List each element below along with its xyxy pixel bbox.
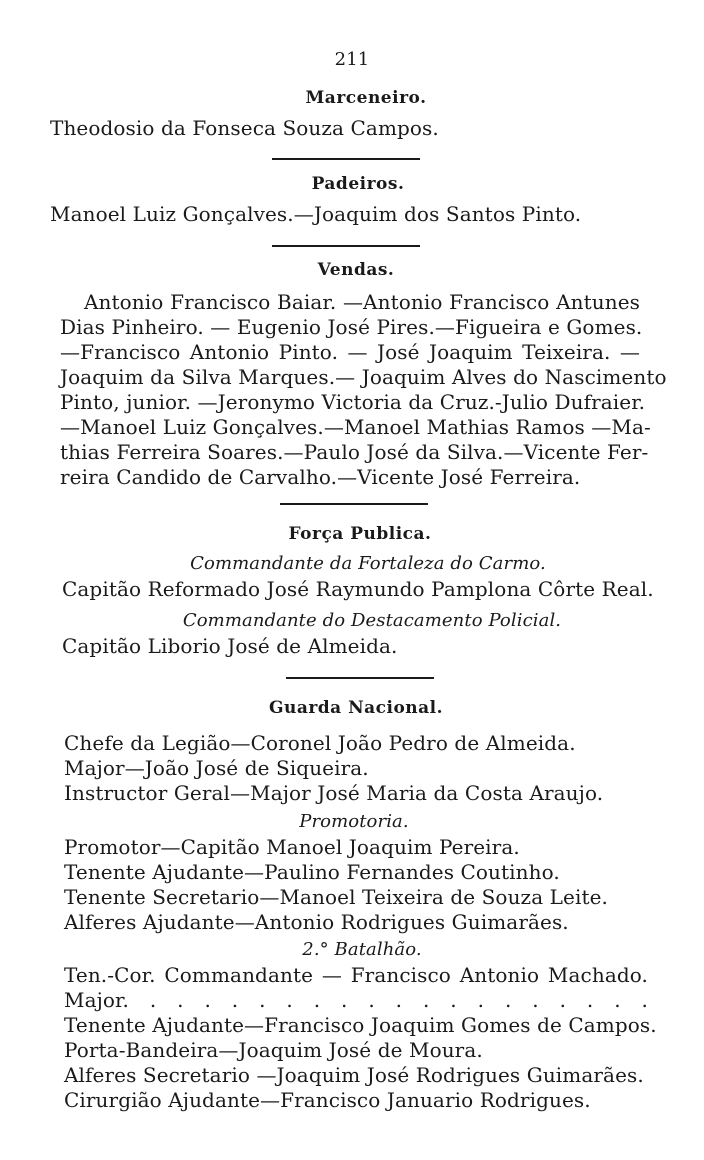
vendas-line: thias Ferreira Soares.—Paulo José da Silva.—Vicente Fer-: [60, 440, 649, 464]
vendas-line: Pinto, junior. —Jeronymo Victoria da Cruz.-Julio Dufraier.: [60, 390, 646, 414]
vendas-line: reira Candido de Carvalho.—Vicente José Ferreira.: [60, 465, 581, 489]
promotoria-line: Promotor—Capitão Manoel Joaquim Pereira.: [64, 835, 520, 859]
vendas-line: Dias Pinheiro. — Eugenio José Pires.—Figueira e Gomes.: [60, 315, 643, 339]
forca-publica-line: Capitão Liborio José de Almeida.: [62, 634, 398, 658]
padeiros-text: Manoel Luiz Gonçalves.—Joaquim dos Santos Pinto.: [50, 202, 582, 226]
vendas-line: Antonio Francisco Baiar. —Antonio Francisco Antunes: [84, 290, 640, 314]
forca-publica-line: Capitão Reformado José Raymundo Pamplona Côrte Real.: [62, 577, 654, 601]
vendas-line: —Manoel Luiz Gonçalves.—Manoel Mathias Ramos —Ma-: [60, 415, 651, 439]
subheading-batalhao: 2.° Batalhão.: [302, 939, 422, 960]
section-divider: [280, 503, 428, 505]
section-heading-forca-publica: Força Publica.: [288, 524, 432, 544]
batalhao-line: Tenente Ajudante—Francisco Joaquim Gomes de Campos.: [64, 1013, 657, 1037]
batalhao-line: Alferes Secretario —Joaquim José Rodrigues Guimarães.: [64, 1063, 644, 1087]
section-heading-padeiros: Padeiros.: [311, 174, 405, 194]
section-heading-guarda-nacional: Guarda Nacional.: [268, 698, 444, 718]
section-heading-marceneiro: Marceneiro.: [305, 88, 427, 108]
subheading-destacamento: Commandante do Destacamento Policial.: [182, 610, 562, 631]
batalhao-line: Porta-Bandeira—Joaquim José de Moura.: [64, 1038, 483, 1062]
batalhao-line: Major. . . . . . . . . . . . . . . . . . . .: [64, 988, 648, 1012]
subheading-fortaleza: Commandante da Fortaleza do Carmo.: [190, 553, 546, 574]
section-divider: [286, 677, 434, 679]
guarda-nacional-line: Major—João José de Siqueira.: [64, 756, 369, 780]
batalhao-line: Ten.-Cor. Commandante — Francisco Antonio Machado.: [64, 963, 648, 987]
batalhao-line: Cirurgião Ajudante—Francisco Januario Rodrigues.: [64, 1088, 591, 1112]
page-number: 211: [334, 49, 370, 70]
guarda-nacional-line: Instructor Geral—Major José Maria da Costa Araujo.: [64, 781, 604, 805]
marceneiro-text: Theodosio da Fonseca Souza Campos.: [50, 116, 439, 140]
vendas-line: —Francisco Antonio Pinto. — José Joaquim Teixeira. —: [60, 340, 640, 364]
section-divider: [272, 158, 420, 160]
section-divider: [272, 245, 420, 247]
guarda-nacional-line: Chefe da Legião—Coronel João Pedro de Almeida.: [64, 731, 576, 755]
subheading-promotoria: Promotoria.: [299, 811, 409, 832]
section-heading-vendas: Vendas.: [317, 260, 395, 280]
promotoria-line: Tenente Ajudante—Paulino Fernandes Coutinho.: [64, 860, 560, 884]
promotoria-line: Tenente Secretario—Manoel Teixeira de Souza Leite.: [64, 885, 609, 909]
vendas-line: Joaquim da Silva Marques.— Joaquim Alves do Nascimento: [60, 365, 667, 389]
promotoria-line: Alferes Ajudante—Antonio Rodrigues Guimarães.: [64, 910, 569, 934]
